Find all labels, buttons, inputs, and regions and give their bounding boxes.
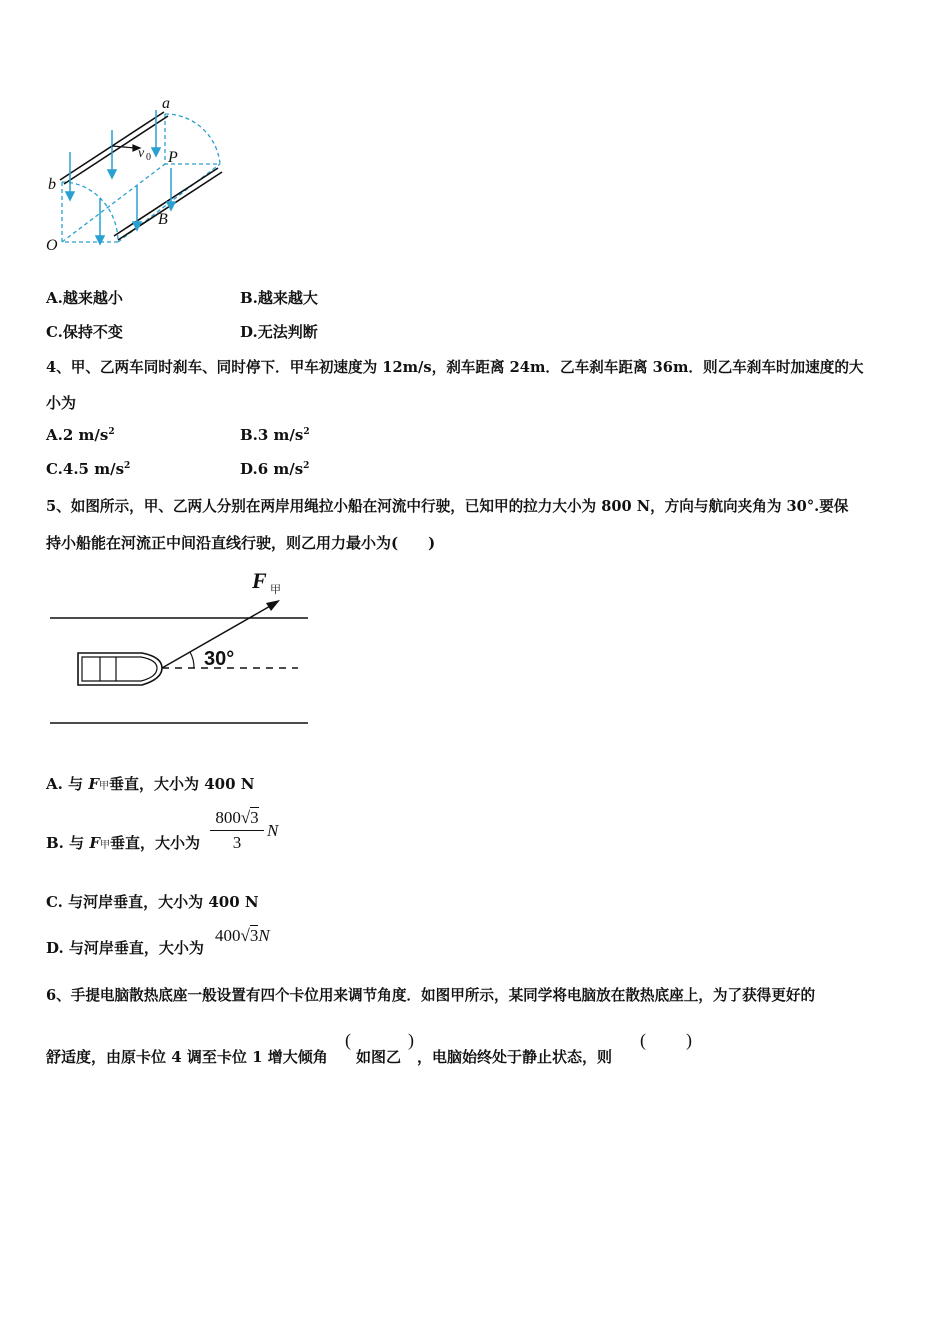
q4-option-c: C.4.5 $m/s^2$: [46, 460, 131, 478]
q6-stem-line2a: 舒适度，由原卡位 4 调至卡位 1 增大倾角: [46, 1048, 328, 1066]
q6-answer-paren-open: (: [640, 1030, 646, 1050]
q6-paren-open-1: (: [345, 1030, 351, 1050]
q3-option-a: A.越来越小: [46, 289, 123, 307]
q5-stem-line1: 5、如图所示，甲、乙两人分别在两岸用绳拉小船在河流中行驶，已知甲的拉力大小为 800 N，方向与航向夹角为 30°.要保: [46, 498, 849, 515]
label-O: O: [46, 237, 58, 254]
label-b: b: [48, 176, 56, 193]
q3-option-c: C.保持不变: [46, 323, 123, 341]
boat-river-figure: [44, 565, 314, 730]
q4-option-b: B.3 $m/s^2$: [240, 426, 310, 444]
q5-option-a: A. 与 F甲垂直，大小为 400 N: [46, 775, 255, 793]
q3-option-b: B.越来越大: [240, 289, 318, 307]
q5-option-d: D. 与河岸垂直，大小为: [46, 939, 204, 957]
q6-answer-paren-close: ): [686, 1030, 692, 1050]
label-P: P: [168, 149, 178, 166]
q4-option-d: D.6 $m/s^2$: [240, 460, 310, 478]
q3-option-d: D.无法判断: [240, 323, 318, 341]
q6-stem-line2b: 如图乙: [356, 1048, 402, 1066]
label-v0: v: [138, 146, 145, 161]
q4-stem-line1: 4、甲、乙两车同时刹车、同时停下．甲车初速度为 12m/s，刹车距离 24m．乙车刹车距离 36m．则乙车刹车时加速度的大: [46, 359, 864, 376]
label-v0-sub: 0: [146, 152, 151, 163]
force-label-sub: 甲: [270, 583, 281, 596]
q4-stem-line2: 小为: [46, 394, 77, 412]
angle-label: 30°: [204, 648, 235, 670]
q6-stem-line1: 6、手提电脑散热底座一般设置有四个卡位用来调节角度．如图甲所示，某同学将电脑放在散热底座上，为了获得更好的: [46, 987, 816, 1004]
q5-option-b-fraction: 800√3 3: [210, 808, 264, 853]
force-label: F: [252, 568, 267, 593]
q5-option-c: C. 与河岸垂直，大小为 400 N: [46, 893, 259, 911]
rails-magnetic-field-figure: [40, 90, 240, 260]
q5-option-d-value: 400√3N: [215, 926, 270, 945]
q6-paren-close-1: ): [408, 1030, 414, 1050]
label-B: B: [158, 211, 168, 228]
q6-stem-line2c: ，电脑始终处于静止状态，则: [417, 1048, 613, 1066]
q5-option-b-unit: N: [267, 821, 279, 840]
q4-option-a: A.2 $m/s^2$: [46, 426, 115, 444]
q5-option-b: B. 与 F甲垂直，大小为: [46, 834, 201, 852]
q5-stem-line2: 持小船能在河流正中间沿直线行驶，则乙用力最小为( ): [46, 534, 436, 552]
label-a: a: [162, 95, 170, 112]
